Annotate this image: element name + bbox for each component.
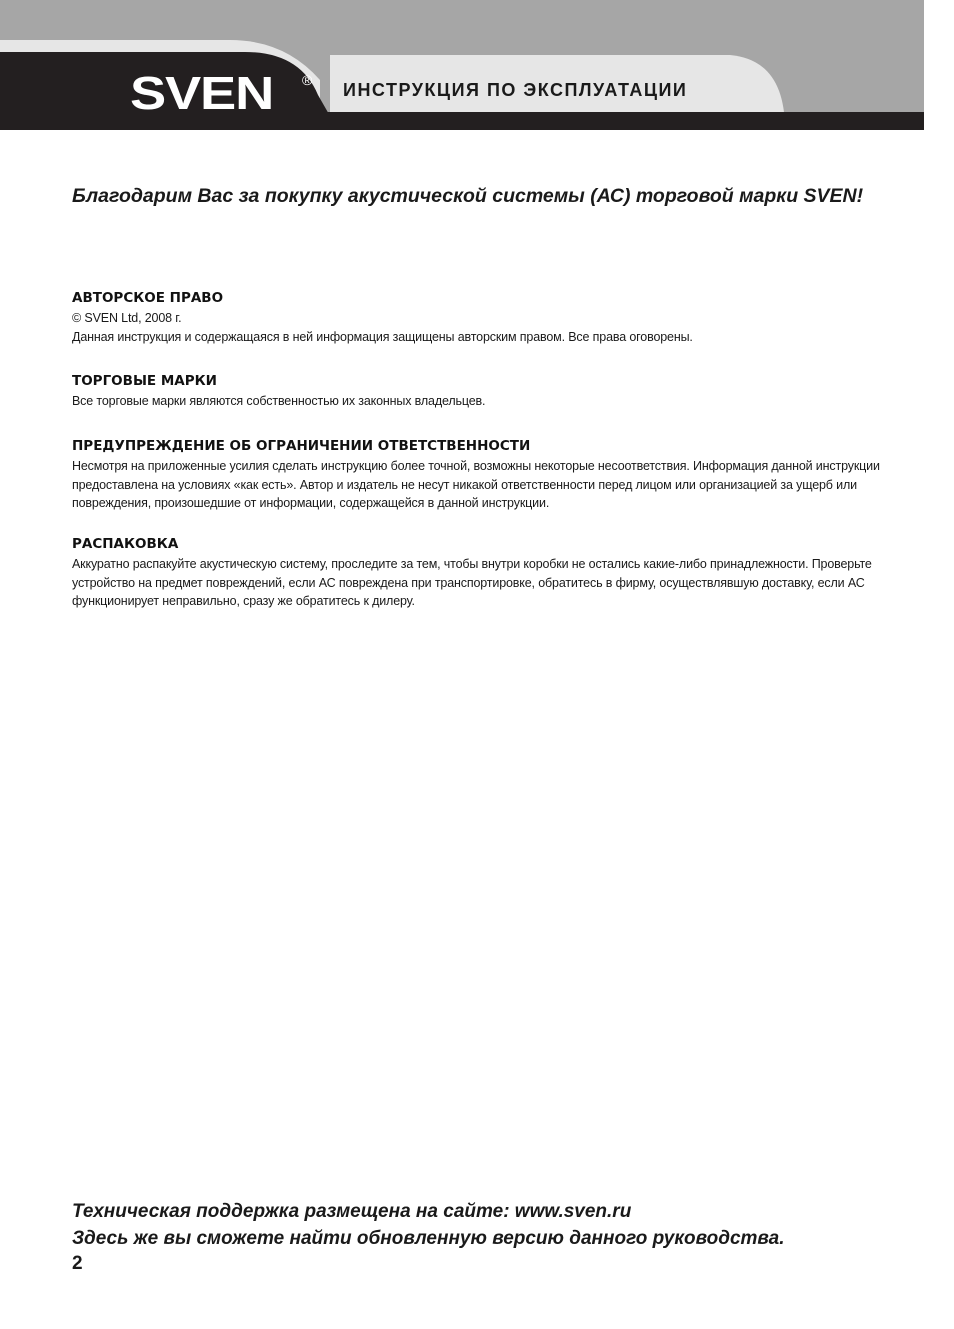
section-copyright (72, 290, 887, 346)
update-line: Здесь же вы сможете найти обновленную версию данного руководства. (72, 1228, 785, 1249)
section-heading: ТОРГОВЫЕ МАРКИ (72, 373, 217, 389)
intro-text: Благодарим Вас за покупку акустической системы (АС) торговой марки SVEN! (72, 185, 864, 207)
support-footer (72, 1198, 784, 1252)
section-trademarks (72, 373, 887, 411)
section-heading: ПРЕДУПРЕЖДЕНИЕ ОБ ОГРАНИЧЕНИИ ОТВЕТСТВЕННОСТИ (72, 438, 531, 454)
sven-logo: SVEN (130, 67, 274, 119)
section-disclaimer (72, 438, 887, 513)
section-heading: РАСПАКОВКА (72, 536, 179, 552)
section-line: Данная инструкция и содержащаяся в ней информация защищены авторским правом. Все права оговорены. (72, 329, 693, 344)
support-line: Техническая поддержка размещена на сайте: www.sven.ru (72, 1201, 632, 1222)
document-title: ИНСТРУКЦИЯ ПО ЭКСПЛУАТАЦИИ (343, 80, 688, 100)
section-line: Все торговые марки являются собственностью их законных владельцев. (72, 394, 486, 408)
section-line: Аккуратно распакуйте акустическую систему, проследите за тем, чтобы внутри коробки не остались какие-либо принадлежности. Проверьте устройство на предмет повреждений, если АС повреждена при транспортировке, обратитесь в фирму, осуществлявшую доставку, если АС функционирует неправильно, сразу же обратитесь к дилеру. (72, 557, 872, 608)
page-number: 2 (72, 1253, 83, 1274)
section-line: Несмотря на приложенные усилия сделать инструкцию более точной, возможны некоторые несоответствия. Информация данной инструкции предоставлена на условиях «как есть». Автор и издатель не несут никакой ответственности перед лицом или организацией за ущерб или повреждения, произошедшие от информации, содержащейся в данной инструкции. (72, 459, 880, 510)
section-heading: АВТОРСКОЕ ПРАВО (72, 290, 224, 306)
page-header (0, 0, 924, 130)
registered-mark: ® (302, 72, 313, 88)
section-line: © SVEN Ltd, 2008 г. (72, 311, 182, 325)
section-unpacking (72, 536, 887, 611)
